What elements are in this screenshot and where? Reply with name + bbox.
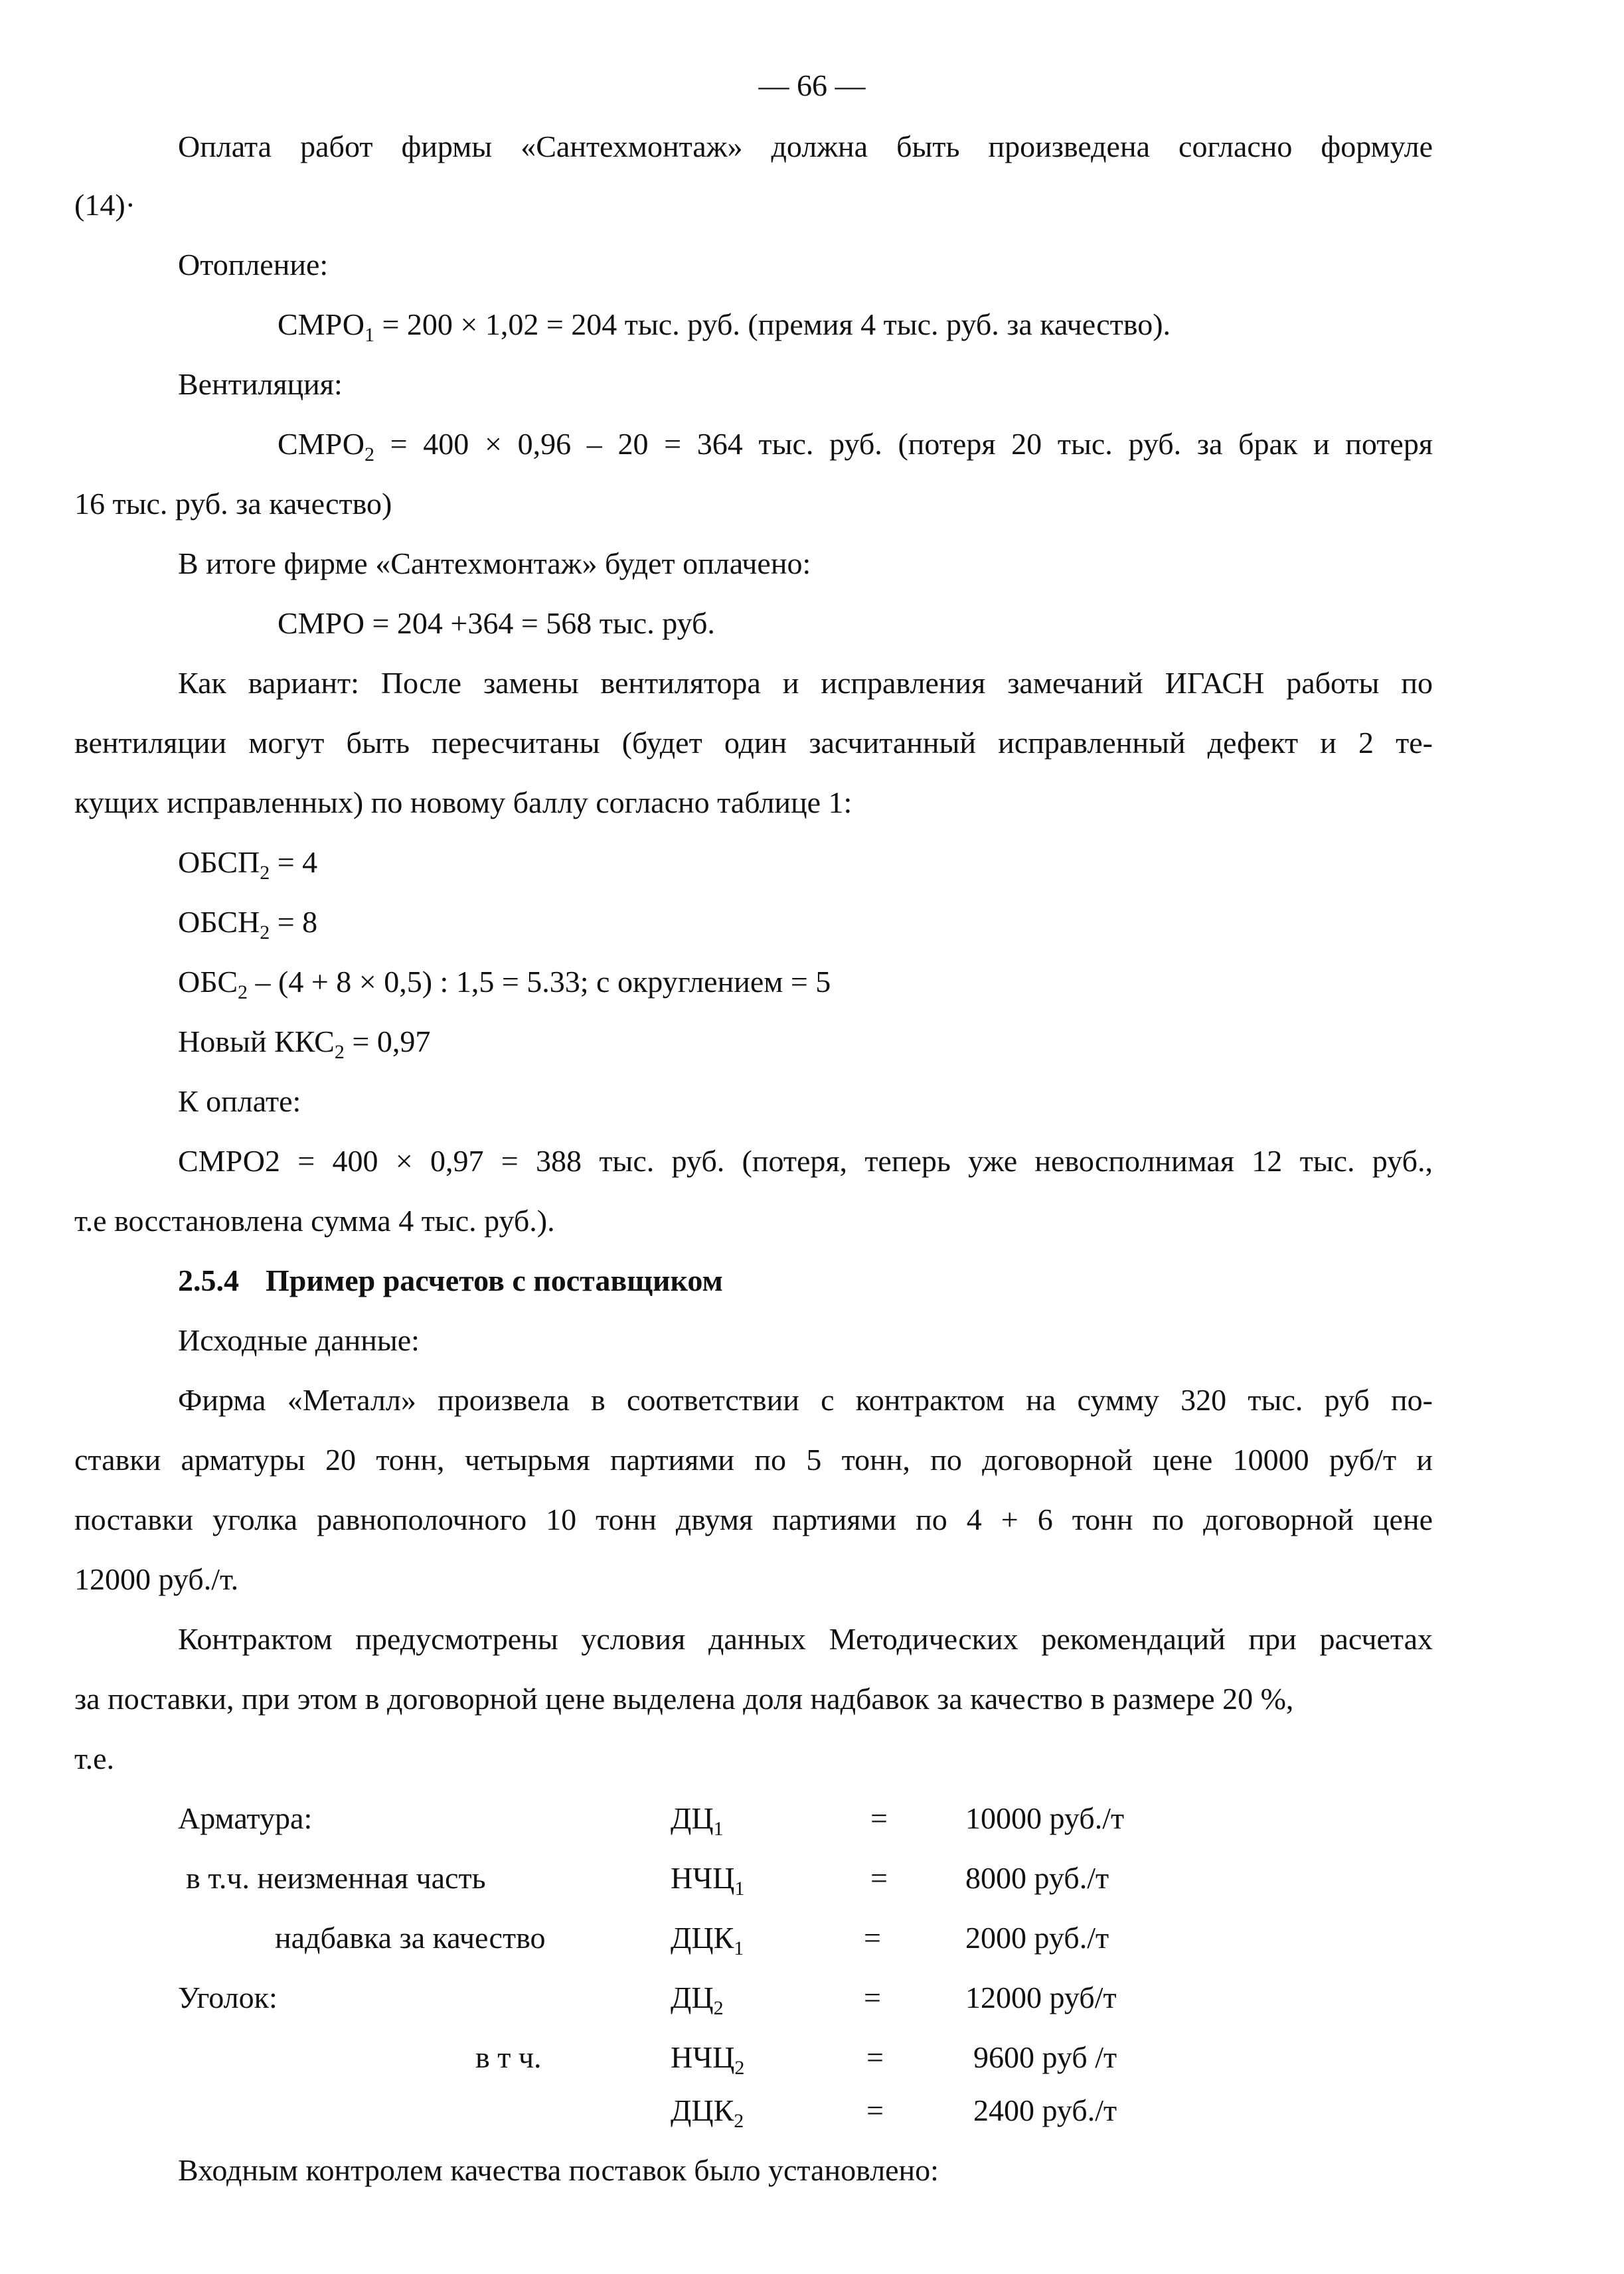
paragraph-payment-line-2: (14)· bbox=[74, 188, 135, 222]
metal-line-2: ставки арматуры 20 тонн, четырьмя партиями по 5 тонн, по договорной цене 10000 руб/т и bbox=[74, 1443, 1433, 1477]
row-value: 9600 руб /т bbox=[973, 2040, 1117, 2074]
row-value: 10000 руб./т bbox=[965, 1801, 1125, 1835]
row-equals: = bbox=[870, 1861, 888, 1895]
metal-line-4: 12000 руб./т. bbox=[74, 1562, 239, 1596]
row-symbol: $НЧЦ_2$ bbox=[671, 2040, 745, 2079]
row-symbol: $НЧЦ_1$ bbox=[671, 1861, 745, 1900]
variant-line-1: Как вариант: После замены вентилятора и исправления замечаний ИГАСН работы по bbox=[178, 666, 1433, 700]
row-value: 8000 руб./т bbox=[965, 1861, 1109, 1895]
row-equals: = bbox=[866, 2093, 884, 2127]
row-label: Уголок: bbox=[178, 1981, 278, 2014]
row-label: надбавка за качество bbox=[275, 1921, 546, 1955]
formula-obsp2: $ОБСП_2 = 4$ bbox=[178, 845, 318, 884]
formula-smro-total: СМРО = 204 +364 = 568 тыс. руб. bbox=[278, 606, 715, 640]
row-equals: = bbox=[864, 1981, 881, 2014]
row-label: в т ч. bbox=[475, 2040, 542, 2074]
total-intro: В итоге фирме «Сантехмонтаж» будет оплачено: bbox=[178, 546, 811, 580]
initial-data-label: Исходные данные: bbox=[178, 1323, 420, 1357]
row-symbol: $ДЦ_2$ bbox=[671, 1981, 724, 2019]
formula-obs2: $ОБС_2 - (4 + 8 \times 0,5)$ : 1,5 = 5.33; с округлением = 5 bbox=[178, 965, 831, 1003]
metal-line-1: Фирма «Металл» произвела в соответствии с контрактом на сумму 320 тыс. руб по- bbox=[178, 1383, 1433, 1417]
row-symbol: $ДЦ_1$ bbox=[671, 1801, 724, 1840]
formula-smro2: $СМРО_2 = 400 \times 0,96 - 20 = 364$ тыс. руб. (потеря 20 тыс. руб. за брак и потеря bbox=[278, 427, 1433, 465]
row-symbol: $ДЦК_1$ bbox=[671, 1921, 744, 1959]
closing-line: Входным контролем качества поставок было установлено: bbox=[178, 2153, 939, 2187]
contract-line-1: Контрактом предусмотрены условия данных Методических рекомендаций при расчетах bbox=[178, 1622, 1433, 1656]
ventilation-label: Вентиляция: bbox=[178, 367, 343, 401]
row-label: в т.ч. неизменная часть bbox=[186, 1861, 486, 1895]
contract-line-2: за поставки, при этом в договорной цене выделена доля надбавок за качество в размере 20 %, bbox=[74, 1682, 1294, 1716]
row-value: 2000 руб./т bbox=[965, 1921, 1109, 1955]
row-value: 2400 руб./т bbox=[973, 2093, 1117, 2127]
formula-obsn2: $ОБСН_2 = 8$ bbox=[178, 905, 318, 943]
row-equals: = bbox=[866, 2040, 884, 2074]
variant-line-2: вентиляции могут быть пересчитаны (будет один засчитанный исправленный дефект и 2 те- bbox=[74, 726, 1433, 760]
heating-label: Отопление: bbox=[178, 248, 329, 282]
row-label: Арматура: bbox=[178, 1801, 313, 1835]
formula-smro2-new-line-1: СМРО2 = 400 × 0,97 = 388 тыс. руб. (потеря, теперь уже невосполнимая 12 тыс. руб., bbox=[178, 1144, 1433, 1178]
formula-smro1: $СМРО_1 = 200 \times 1,02 = 204$ тыс. руб. (премия 4 тыс. руб. за качество). bbox=[278, 307, 1171, 346]
metal-line-3: поставки уголка равнополочного 10 тонн двумя партиями по 4 + 6 тонн по договорной цене bbox=[74, 1502, 1433, 1536]
variant-line-3: кущих исправленных) по новому баллу согласно таблице 1: bbox=[74, 785, 853, 819]
formula-smro2-line-2: 16 тыс. руб. за качество) bbox=[74, 487, 392, 521]
formula-smro2-new-line-2: т.е восстановлена сумма 4 тыс. руб.). bbox=[74, 1204, 555, 1238]
row-symbol: $ДЦК_2$ bbox=[671, 2093, 744, 2132]
contract-line-3: т.е. bbox=[74, 1742, 115, 1775]
formula-kks2: Новый $ККС_2 = 0,97$ bbox=[178, 1024, 431, 1063]
row-equals: = bbox=[864, 1921, 881, 1955]
paragraph-payment-line-1: Оплата работ фирмы «Сантехмонтаж» должна быть произведена согласно формуле bbox=[178, 129, 1433, 163]
section-heading: 2.5.4 Пример расчетов с поставщиком bbox=[178, 1263, 723, 1297]
page-number: — 66 — bbox=[758, 68, 866, 102]
row-equals: = bbox=[870, 1801, 888, 1835]
row-value: 12000 руб/т bbox=[965, 1981, 1117, 2014]
to-pay-label: К оплате: bbox=[178, 1084, 301, 1118]
